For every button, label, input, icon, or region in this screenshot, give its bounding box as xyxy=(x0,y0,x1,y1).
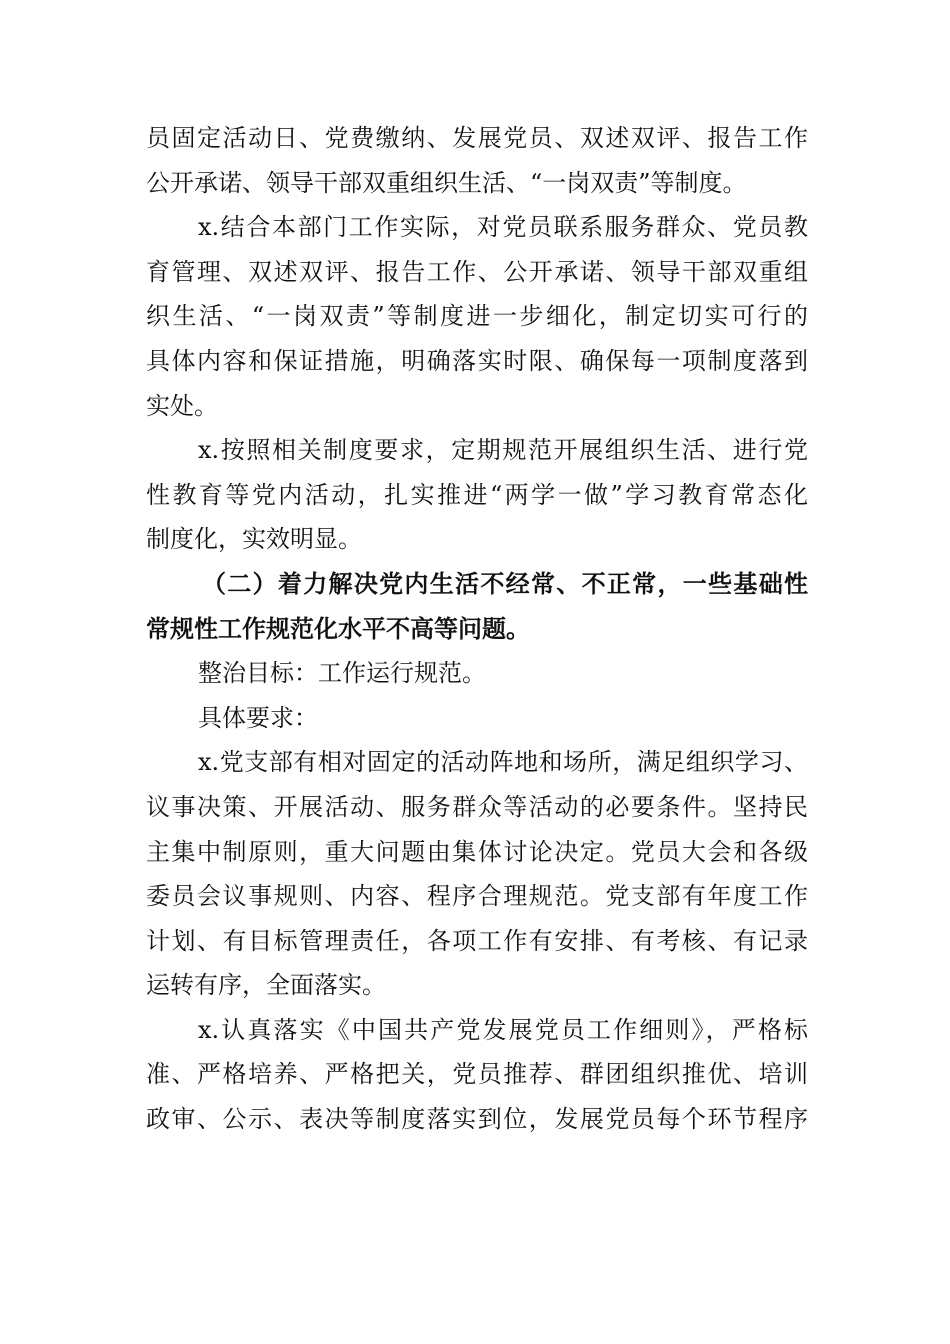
text-line: 实处。 xyxy=(146,391,218,420)
text-line: 员固定活动日、党费缴纳、发展党员、双述双评、报告工作 xyxy=(146,124,808,152)
text-line: 准、严格培养、严格把关，党员推荐、群团组织推优、培训 xyxy=(146,1060,808,1089)
text-line: 育管理、双述双评、报告工作、公开承诺、领导干部双重组 xyxy=(146,257,808,286)
text-line: 议事决策、开展活动、服务群众等活动的必要条件。坚持民 xyxy=(146,792,808,821)
text-line: 性教育等党内活动，扎实推进“两学一做”学习教育常态化 xyxy=(146,480,808,509)
text-line: 公开承诺、领导干部双重组织生活、“一岗双责”等制度。 xyxy=(146,168,747,197)
text-line: 主集中制原则，重大问题由集体讨论决定。党员大会和各级 xyxy=(146,837,808,866)
text-line: 委员会议事规则、内容、程序合理规范。党支部有年度工作 xyxy=(146,882,808,911)
text-line: 政审、公示、表决等制度落实到位，发展党员每个环节程序 xyxy=(146,1105,808,1134)
text-line: x.结合本部门工作实际，对党员联系服务群众、党员教 xyxy=(198,213,808,242)
document-page xyxy=(146,116,808,1142)
text-line: x.按照相关制度要求，定期规范开展组织生活、进行党 xyxy=(198,436,808,465)
text-line: 具体内容和保证措施，明确落实时限、确保每一项制度落到 xyxy=(146,346,808,375)
text-line: 制度化，实效明显。 xyxy=(146,525,362,554)
text-line: 计划、有目标管理责任，各项工作有安排、有考核、有记录 xyxy=(146,926,808,955)
text-line: 具体要求： xyxy=(198,703,318,732)
text-line: 整治目标：工作运行规范。 xyxy=(198,659,486,688)
section-heading-line: 常规性工作规范化水平不高等问题。 xyxy=(146,613,530,643)
text-line: x.认真落实《中国共产党发展党员工作细则》，严格标 xyxy=(198,1015,808,1044)
text-line: x.党支部有相对固定的活动阵地和场所，满足组织学习、 xyxy=(198,748,808,777)
section-heading-line: （二）着力解决党内生活不经常、不正常，一些基础性 xyxy=(202,568,808,598)
text-line: 织生活、“一岗双责”等制度进一步细化，制定切实可行的 xyxy=(146,302,808,331)
text-line: 运转有序，全面落实。 xyxy=(146,971,386,1000)
